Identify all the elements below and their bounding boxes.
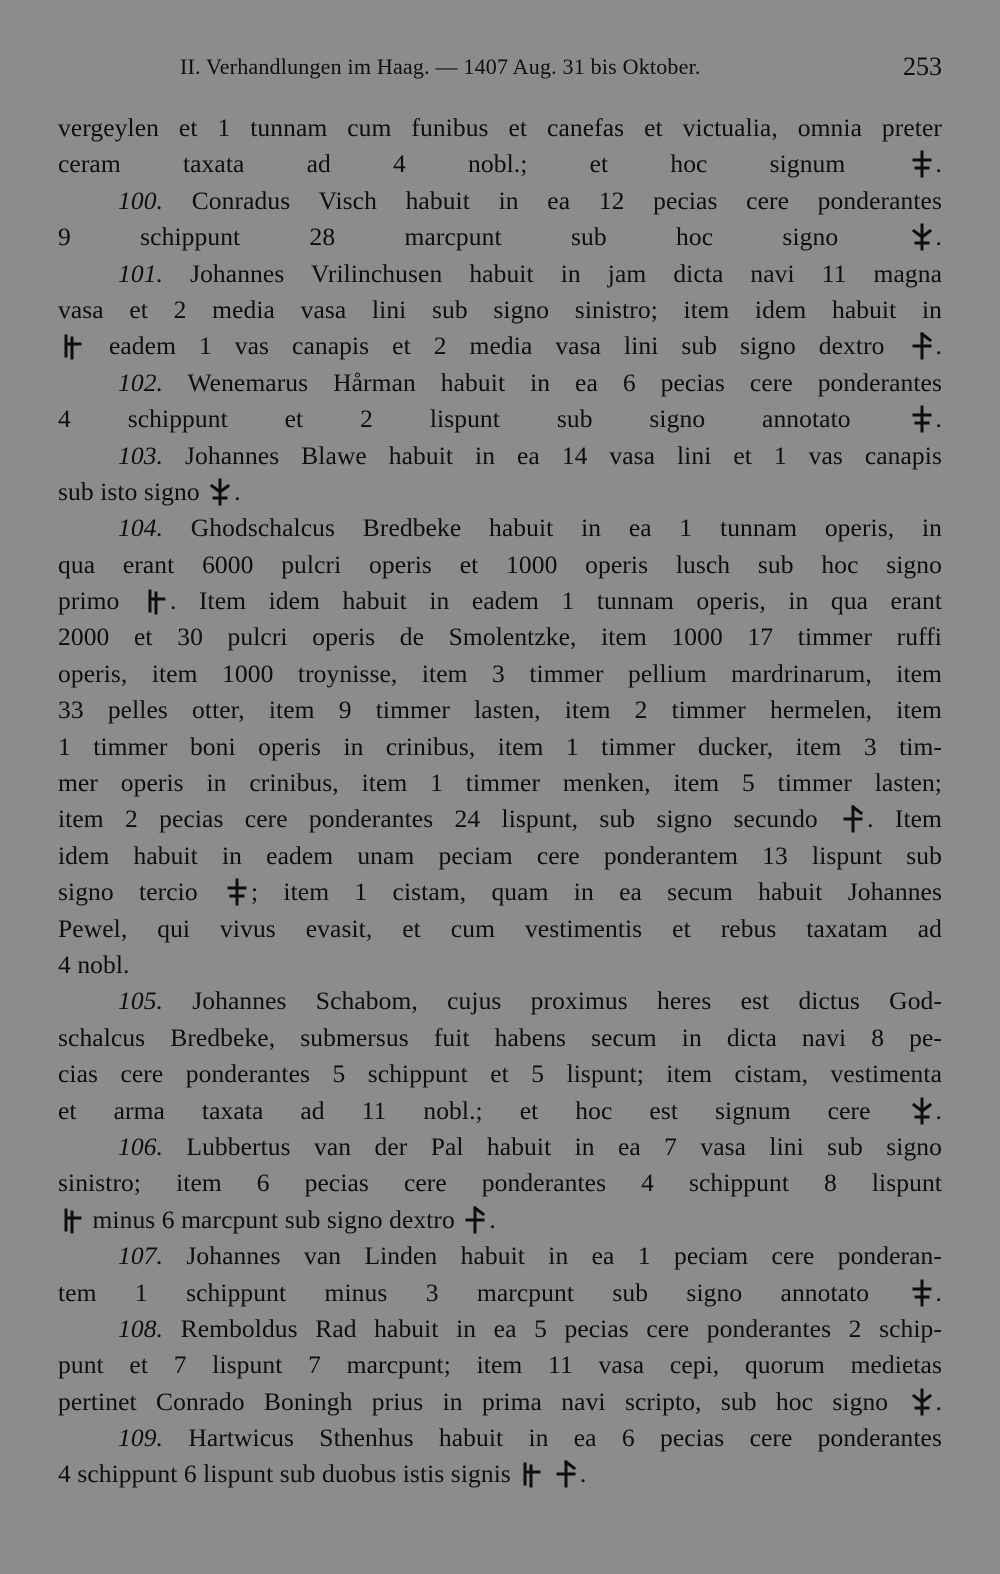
line-text-tail: . [935,404,942,434]
text-line [58,1384,942,1420]
line-text-tail: . Item idem habuit in eadem 1 tunnam operis, in qua erant [169,586,942,616]
merchant-mark-icon [144,587,168,615]
line-text: idem habuit in eadem unam peciam cere ponderantem 13 lispunt sub [58,840,942,870]
text-line [58,1456,942,1492]
line-text: signo tercio [58,877,198,907]
line-text: schalcus Bredbeke, submersus fuit habens secum in dicta navi 8 pe- [58,1022,942,1052]
line-text: mer operis in crinibus, item 1 timmer menken, item 5 timmer lasten; [58,768,942,798]
line-text: 4 schippunt et 2 lispunt sub signo annotato [58,404,851,434]
line-text-tail: ; item 1 cistam, quam in ea secum habuit Johannes [250,877,942,907]
line-text: operis, item 1000 troynisse, item 3 timmer pellium mardrinarum, item [58,658,942,688]
text-line [58,729,942,765]
line-text: 4 nobl. [58,949,130,979]
line-text: tem 1 schippunt minus 3 marcpunt sub signo annotato [58,1277,870,1307]
entry-number: 105. [118,986,164,1016]
line-text: primo [58,586,120,616]
line-text: Johannes Vrilinchusen habuit in jam dicta navi 11 magna [190,258,942,288]
line-text: Ghodschalcus Bredbeke habuit in ea 1 tunnam operis, in [190,513,942,543]
line-text: Remboldus Rad habuit in ea 5 pecias cere ponderantes 2 schip- [180,1313,942,1343]
text-line [58,1202,942,1238]
text-line [58,947,942,983]
running-head: II. Verhandlungen im Haag. — 1407 Aug. 31 bis Oktober. [180,54,701,79]
merchant-mark-icon [519,1460,543,1488]
entry-number: 100. [118,185,164,215]
entry-number: 101. [118,258,164,288]
merchant-mark-icon [910,1388,934,1416]
line-text-tail: . [935,1277,942,1307]
entry-number: 103. [118,440,164,470]
merchant-mark-icon [463,1206,487,1234]
line-text: 9 schippunt 28 marcpunt sub hoc signo [58,222,839,252]
text-line [58,1347,942,1383]
line-text: minus 6 marcpunt sub signo dextro [92,1204,455,1234]
line-text: cias cere ponderantes 5 schippunt et 5 lispunt; item cistam, vestimenta [58,1059,942,1089]
line-text: 33 pelles otter, item 9 timmer lasten, item 2 timmer hermelen, item [58,695,942,725]
line-text: Conradus Visch habuit in ea 12 pecias cere ponderantes [191,185,942,215]
text-line [58,692,942,728]
line-text: Pewel, qui vivus evasit, et cum vestimentis et rebus taxatam ad [58,913,942,943]
line-text-tail: . Item [867,804,942,834]
text-body [58,110,942,1493]
text-line [58,219,942,255]
line-text-tail: . [234,476,241,506]
line-text: item 2 pecias cere ponderantes 24 lispunt, sub signo secundo [58,804,818,834]
merchant-mark-icon [910,332,934,360]
line-text: Wenemarus Hårman habuit in ea 6 pecias cere ponderantes [187,367,942,397]
line-text: eadem 1 vas canapis et 2 media vasa lini sub signo dextro [108,331,885,361]
text-line [58,1129,942,1165]
merchant-mark-icon [910,1279,934,1307]
text-line [58,1056,942,1092]
text-line [58,438,942,474]
text-line [58,1165,942,1201]
line-text-tail: . [935,331,942,361]
text-line [58,1093,942,1129]
merchant-mark-icon [554,1460,578,1488]
text-line [58,256,942,292]
text-line [58,911,942,947]
merchant-mark-icon [208,478,232,506]
text-line [58,801,942,837]
line-text: ceram taxata ad 4 nobl.; et hoc signum [58,149,846,179]
merchant-mark-icon [910,1097,934,1125]
line-text: sinistro; item 6 pecias cere ponderantes 4 schippunt 8 lispunt [58,1168,942,1198]
text-line [58,874,942,910]
merchant-mark-icon [60,1206,84,1234]
merchant-mark-icon [910,405,934,433]
line-text-tail: . [935,1095,942,1125]
line-text-tail: . [579,1459,587,1489]
merchant-mark-icon [910,223,934,251]
line-text: sub isto signo [58,476,200,506]
line-text: Johannes Blawe habuit in ea 14 vasa lini et 1 vas canapis [184,440,942,470]
text-line [58,983,942,1019]
line-text-tail: . [935,149,942,179]
line-text: punt et 7 lispunt 7 marcpunt; item 11 vasa cepi, quorum medietas [58,1350,942,1380]
line-text: 2000 et 30 pulcri operis de Smolentzke, item 1000 17 timmer ruffi [58,622,942,652]
text-line [58,110,942,146]
line-text: et arma taxata ad 11 nobl.; et hoc est signum cere [58,1095,871,1125]
line-text: Johannes van Linden habuit in ea 1 peciam cere ponderan- [186,1241,942,1271]
line-text: Lubbertus van der Pal habuit in ea 7 vasa lini sub signo [186,1131,942,1161]
text-line [58,765,942,801]
text-line [58,401,942,437]
text-line [58,547,942,583]
text-line [58,510,942,546]
line-text: vasa et 2 media vasa lini sub signo sinistro; item idem habuit in [58,294,942,324]
merchant-mark-icon [60,332,84,360]
line-text: vergeylen et 1 tunnam cum funibus et canefas et victualia, omnia preter [58,113,942,142]
text-line [58,1420,942,1456]
text-line [58,619,942,655]
text-line [58,1238,942,1274]
text-line [58,474,942,510]
entry-number: 108. [118,1313,164,1343]
line-text: Johannes Schabom, cujus proximus heres est dictus God- [192,986,942,1016]
text-line [58,146,942,182]
entry-number: 104. [118,513,164,543]
text-line [58,1020,942,1056]
merchant-mark-icon [225,878,249,906]
text-line [58,1275,942,1311]
line-text: qua erant 6000 pulcri operis et 1000 operis lusch sub hoc signo [58,549,942,579]
page-number: 253 [903,52,942,81]
line-text-tail: . [935,1386,942,1416]
line-text-tail: . [489,1204,496,1234]
entry-number: 107. [118,1241,164,1271]
merchant-mark-icon [841,805,865,833]
text-line [58,365,942,401]
line-text: 1 timmer boni operis in crinibus, item 1 timmer ducker, item 3 tim- [58,731,942,761]
entry-number: 109. [118,1423,164,1453]
text-line [58,583,942,619]
line-text: 4 schippunt 6 lispunt sub duobus istis signis [58,1459,511,1489]
page-header [58,50,942,86]
line-text-tail: . [935,222,942,252]
entry-number: 102. [118,367,164,397]
text-line [58,656,942,692]
line-text: Hartwicus Sthenhus habuit in ea 6 pecias cere ponderantes [188,1423,942,1453]
entry-number: 106. [118,1131,164,1161]
text-line [58,838,942,874]
text-line [58,328,942,364]
line-text: pertinet Conrado Boningh prius in prima navi scripto, sub hoc signo [58,1386,889,1416]
merchant-mark-icon [910,150,934,178]
text-line [58,292,942,328]
text-line [58,1311,942,1347]
text-line [58,183,942,219]
